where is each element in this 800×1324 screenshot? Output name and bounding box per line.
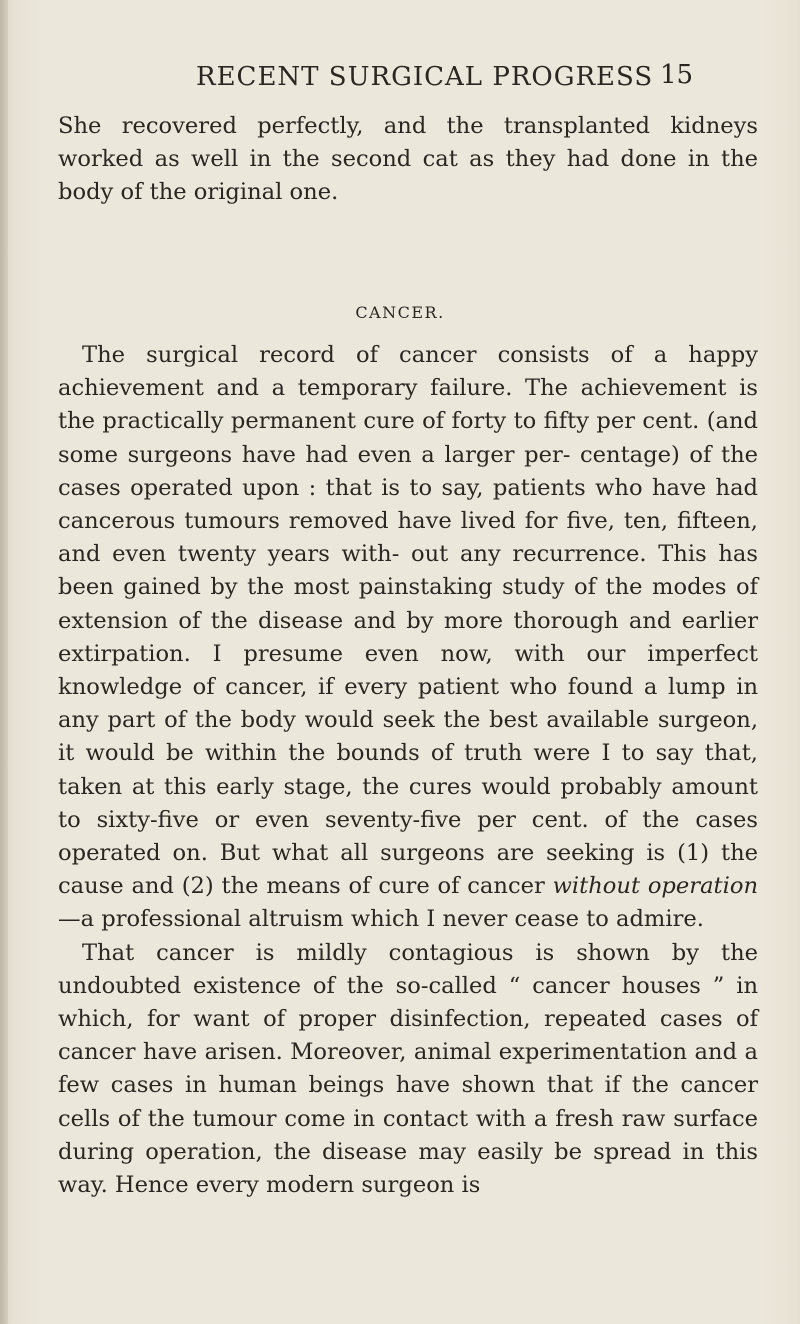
body-paragraph-2: That cancer is mildly contagious is shown by the undoubted existence of the so-called “ cancer houses ” in which, for want of proper disinfection, repeated cases of cancer have arisen. Moreover, animal experimentation and a few cases in human beings have shown that if the cancer cells of the tumour come in contact with a fresh raw surface during operation, the disease may easily be spread in this way. Hence every modern surgeon is: [58, 939, 758, 1199]
body-paragraph-1-text: The surgical record of cancer consists of a happy achievement and a temporary failure. The achievement is the practically permanent cure of forty to fifty per cent. (and some surgeons have had even a larger per- centage) of the cases operated upon : that is to say, patients who have had cancerous tumours removed have lived for five, ten, fifteen, and even twenty years with- out any recurrence. This has been gained by the most painstaking study of the modes of extension of the disease and by more thorough and earlier extirpation. I presume even now, with our imperfect knowledge of cancer, if every patient who found a lump in any part of the body would seek the best available surgeon, it would be within the bounds of truth were I to say that, taken at this early stage, the cures would probably amount to sixty-five or even seventy-five per cent. of the cases operated on. But what all surgeons are seeking is (1) the cause and (2) the means of cure of cancer: [58, 342, 758, 900]
section-heading: CANCER.: [355, 303, 445, 322]
body-paragraph-1-emphasis: without operation: [552, 873, 758, 900]
intro-paragraph: She recovered perfectly, and the transplanted kidneys worked as well in the second cat as they had done in the body of the original one.: [58, 113, 758, 206]
body-paragraph-1: [58, 339, 758, 937]
intro-paragraph-block: [58, 110, 758, 210]
running-header: RECENT SURGICAL PROGRESS: [196, 62, 654, 92]
page-binding-edge: [0, 0, 8, 1324]
main-text-block: [58, 339, 758, 1202]
body-paragraph-1-tail: —a professional altruism which I never cease to admire.: [58, 906, 704, 933]
page-number: 15: [660, 60, 694, 90]
